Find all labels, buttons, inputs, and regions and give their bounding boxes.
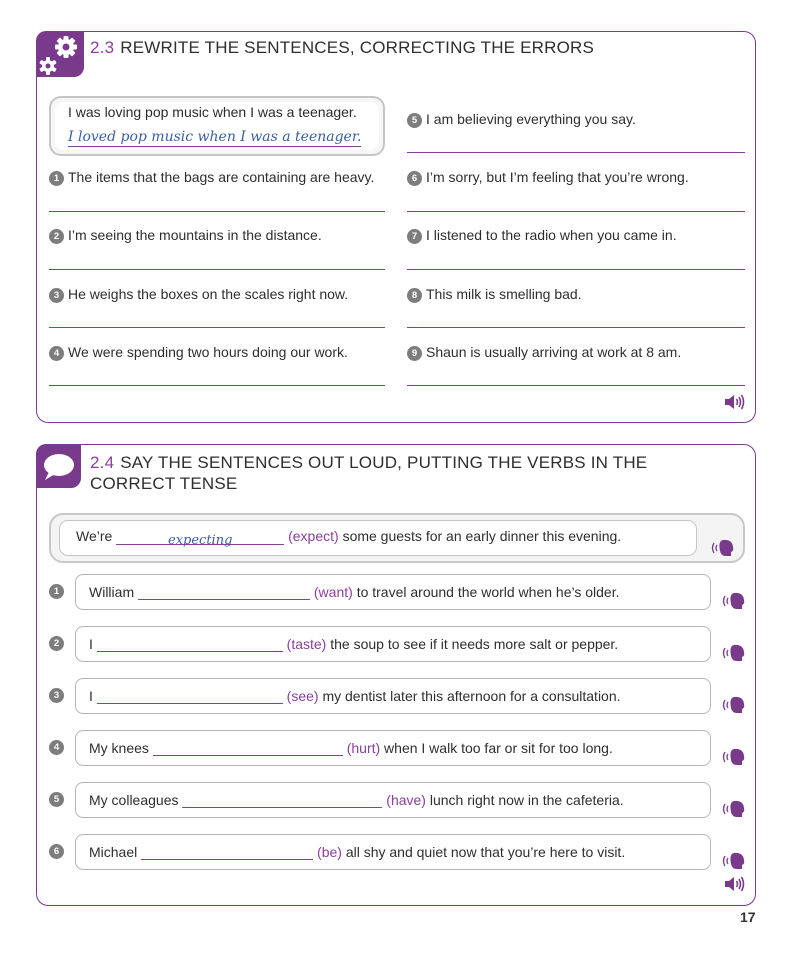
example-verb: (expect) bbox=[288, 528, 339, 544]
question-number: 1 bbox=[49, 584, 64, 599]
exercise-number: 2.4 bbox=[90, 453, 115, 472]
question-4 bbox=[75, 730, 711, 766]
question-number: 6 bbox=[407, 171, 422, 186]
answer-line-2[interactable] bbox=[49, 269, 385, 270]
question-text: I’m seeing the mountains in the distance. bbox=[68, 227, 322, 243]
question-text: The items that the bags are containing are heavy. bbox=[68, 169, 375, 185]
question-sentence: My knees (hurt) when I walk too far or sit for too long. bbox=[89, 740, 613, 756]
question-number: 6 bbox=[49, 844, 64, 859]
answer-line-9[interactable] bbox=[407, 385, 745, 386]
question-sentence: My colleagues (have) lunch right now in the cafeteria. bbox=[89, 792, 624, 808]
question-5 bbox=[407, 111, 636, 128]
speech-bubble-icon bbox=[36, 444, 81, 488]
question-text: I listened to the radio when you came in. bbox=[426, 227, 677, 243]
question-number: 3 bbox=[49, 288, 64, 303]
exercise-number: 2.3 bbox=[90, 38, 115, 57]
question-number: 7 bbox=[407, 229, 422, 244]
verb-hint: (taste) bbox=[286, 636, 327, 652]
question-number: 2 bbox=[49, 229, 64, 244]
example-prompt: I was loving pop music when I was a teenager. bbox=[68, 104, 357, 120]
question-number: 2 bbox=[49, 636, 64, 651]
question-2 bbox=[75, 626, 711, 662]
question-6 bbox=[75, 834, 711, 870]
answer-line-1[interactable] bbox=[49, 211, 385, 212]
exercise-title bbox=[90, 38, 594, 58]
question-9 bbox=[407, 344, 681, 361]
audio-speaker-icon[interactable] bbox=[723, 393, 745, 416]
exercise-title bbox=[90, 452, 690, 494]
answer-blank[interactable] bbox=[141, 846, 313, 860]
question-number: 5 bbox=[407, 113, 422, 128]
question-sentence: I (see) my dentist later this afternoon for a consultation. bbox=[89, 688, 621, 704]
question-number: 8 bbox=[407, 288, 422, 303]
answer-blank[interactable] bbox=[138, 586, 310, 600]
question-number: 3 bbox=[49, 688, 64, 703]
verb-hint: (have) bbox=[386, 792, 426, 808]
question-1 bbox=[49, 169, 374, 186]
question-text: This milk is smelling bad. bbox=[426, 286, 582, 302]
speak-icon[interactable] bbox=[720, 642, 748, 669]
question-5 bbox=[75, 782, 711, 818]
question-text: He weighs the boxes on the scales right now. bbox=[68, 286, 349, 302]
answer-line-8[interactable] bbox=[407, 327, 745, 328]
speak-icon[interactable] bbox=[720, 590, 748, 617]
question-text: I’m sorry, but I’m feeling that you’re wrong. bbox=[426, 169, 689, 185]
audio-speaker-icon[interactable] bbox=[723, 875, 745, 898]
exercise-title-text: REWRITE THE SENTENCES, CORRECTING THE ERRORS bbox=[120, 38, 595, 57]
question-sentence: Michael (be) all shy and quiet now that you’re here to visit. bbox=[89, 844, 626, 860]
speak-icon[interactable] bbox=[720, 694, 748, 721]
question-number: 1 bbox=[49, 171, 64, 186]
question-7 bbox=[407, 227, 677, 244]
question-2 bbox=[49, 227, 322, 244]
exercise-title-line-2: CORRECT TENSE bbox=[90, 474, 238, 493]
speak-icon[interactable] bbox=[720, 798, 748, 825]
example-blank bbox=[116, 531, 284, 548]
question-4 bbox=[49, 344, 348, 361]
answer-line-6[interactable] bbox=[407, 211, 745, 212]
question-text: I am believing everything you say. bbox=[426, 111, 636, 127]
answer-line-5[interactable] bbox=[407, 152, 745, 153]
exercise-title-line-1: SAY THE SENTENCES OUT LOUD, PUTTING THE VERBS IN THE bbox=[120, 453, 648, 472]
example-answer: expecting bbox=[168, 533, 233, 548]
verb-hint: (hurt) bbox=[346, 740, 381, 756]
exercise-2-4-panel bbox=[36, 444, 756, 906]
verb-hint: (want) bbox=[313, 584, 353, 600]
question-number: 4 bbox=[49, 740, 64, 755]
speak-icon[interactable] bbox=[709, 537, 737, 564]
question-6 bbox=[407, 169, 689, 186]
question-number: 5 bbox=[49, 792, 64, 807]
question-number: 4 bbox=[49, 346, 64, 361]
answer-line-3[interactable] bbox=[49, 327, 385, 328]
question-sentence: William (want) to travel around the world when he’s older. bbox=[89, 584, 620, 600]
question-3 bbox=[49, 286, 348, 303]
example-answer: I loved pop music when I was a teenager. bbox=[68, 129, 362, 145]
example-box bbox=[49, 513, 745, 563]
question-text: We were spending two hours doing our work. bbox=[68, 344, 348, 360]
question-3 bbox=[75, 678, 711, 714]
answer-blank[interactable] bbox=[182, 794, 382, 808]
answer-line-4[interactable] bbox=[49, 385, 385, 386]
speak-icon[interactable] bbox=[720, 746, 748, 773]
question-number: 9 bbox=[407, 346, 422, 361]
exercise-2-3-panel bbox=[36, 31, 756, 423]
answer-blank[interactable] bbox=[97, 690, 283, 704]
question-text: Shaun is usually arriving at work at 8 am. bbox=[426, 344, 682, 360]
speak-icon[interactable] bbox=[720, 850, 748, 877]
question-8 bbox=[407, 286, 582, 303]
answer-blank[interactable] bbox=[153, 742, 343, 756]
page-number: 17 bbox=[740, 909, 756, 925]
question-sentence: I (taste) the soup to see if it needs more salt or pepper. bbox=[89, 636, 619, 652]
example-box bbox=[49, 96, 385, 156]
verb-hint: (see) bbox=[286, 688, 319, 704]
gears-icon bbox=[36, 31, 84, 77]
verb-hint: (be) bbox=[317, 844, 342, 860]
answer-line-7[interactable] bbox=[407, 269, 745, 270]
example-sentence: We’re expecting (expect) some guests for an early dinner this evening. bbox=[76, 528, 622, 548]
question-1 bbox=[75, 574, 711, 610]
answer-blank[interactable] bbox=[97, 638, 283, 652]
